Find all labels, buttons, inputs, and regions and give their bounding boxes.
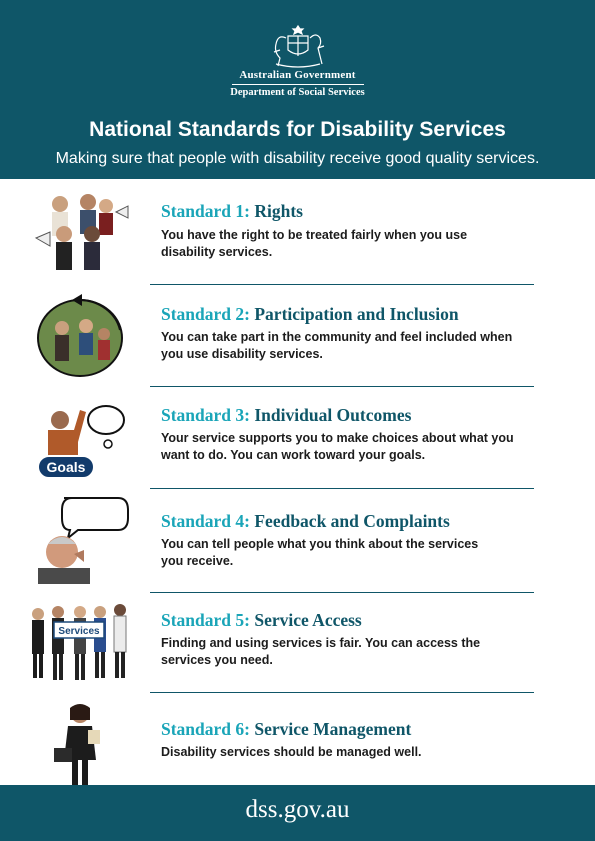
standard-6-title: Standard 6: Service Management [161,719,412,739]
standard-2-title: Standard 2: Participation and Inclusion [161,304,459,324]
standard-5-title: Standard 5: Service Access [161,610,362,630]
header-banner [0,0,595,179]
standard-2-description: You can take part in the community and feel included when you use disability services. [161,330,513,361]
government-name: Australian Government [239,69,356,81]
divider [150,386,534,387]
standard-1 [0,188,595,284]
standard-4 [0,494,595,592]
standard-5 [0,598,595,692]
standard-5-description: Finding and using services is fair. You can access the services you need. [161,636,481,667]
standard-1-description: You have the right to be treated fairly when you use disability services. [161,228,468,259]
standard-6 [0,700,595,785]
divider [150,284,534,285]
divider [150,592,534,593]
group-rights-icon [30,188,130,278]
standard-4-title: Standard 4: Feedback and Complaints [161,511,450,531]
department-name: Department of Social Services [230,87,365,98]
divider [150,488,534,489]
standard-1-title: Standard 1: Rights [161,201,303,221]
standard-3-description: Your service supports you to make choices about what you want to do. You can work toward your goals. [161,431,514,462]
services-group-icon [24,598,134,688]
website-link[interactable]: dss.gov.au [245,796,350,823]
standard-3 [0,394,595,488]
standard-3-title: Standard 3: Individual Outcomes [161,405,412,425]
standard-2 [0,290,595,386]
divider [150,692,534,693]
services-sign-label: Services [58,626,100,637]
page-subtitle: Making sure that people with disability receive good quality services. [55,150,540,167]
manager-person-icon [30,702,130,786]
standard-4-description: You can tell people what you think about the services you receive. [161,537,479,568]
goals-person-icon [30,394,130,484]
speech-person-icon [30,494,130,584]
page-title: National Standards for Disability Services [89,118,506,141]
goals-label: Goals [46,459,86,475]
coat-of-arms-icon [262,24,334,68]
community-circle-icon [30,290,130,380]
standard-6-description: Disability services should be managed well. [161,745,422,759]
header-rule [232,84,364,85]
